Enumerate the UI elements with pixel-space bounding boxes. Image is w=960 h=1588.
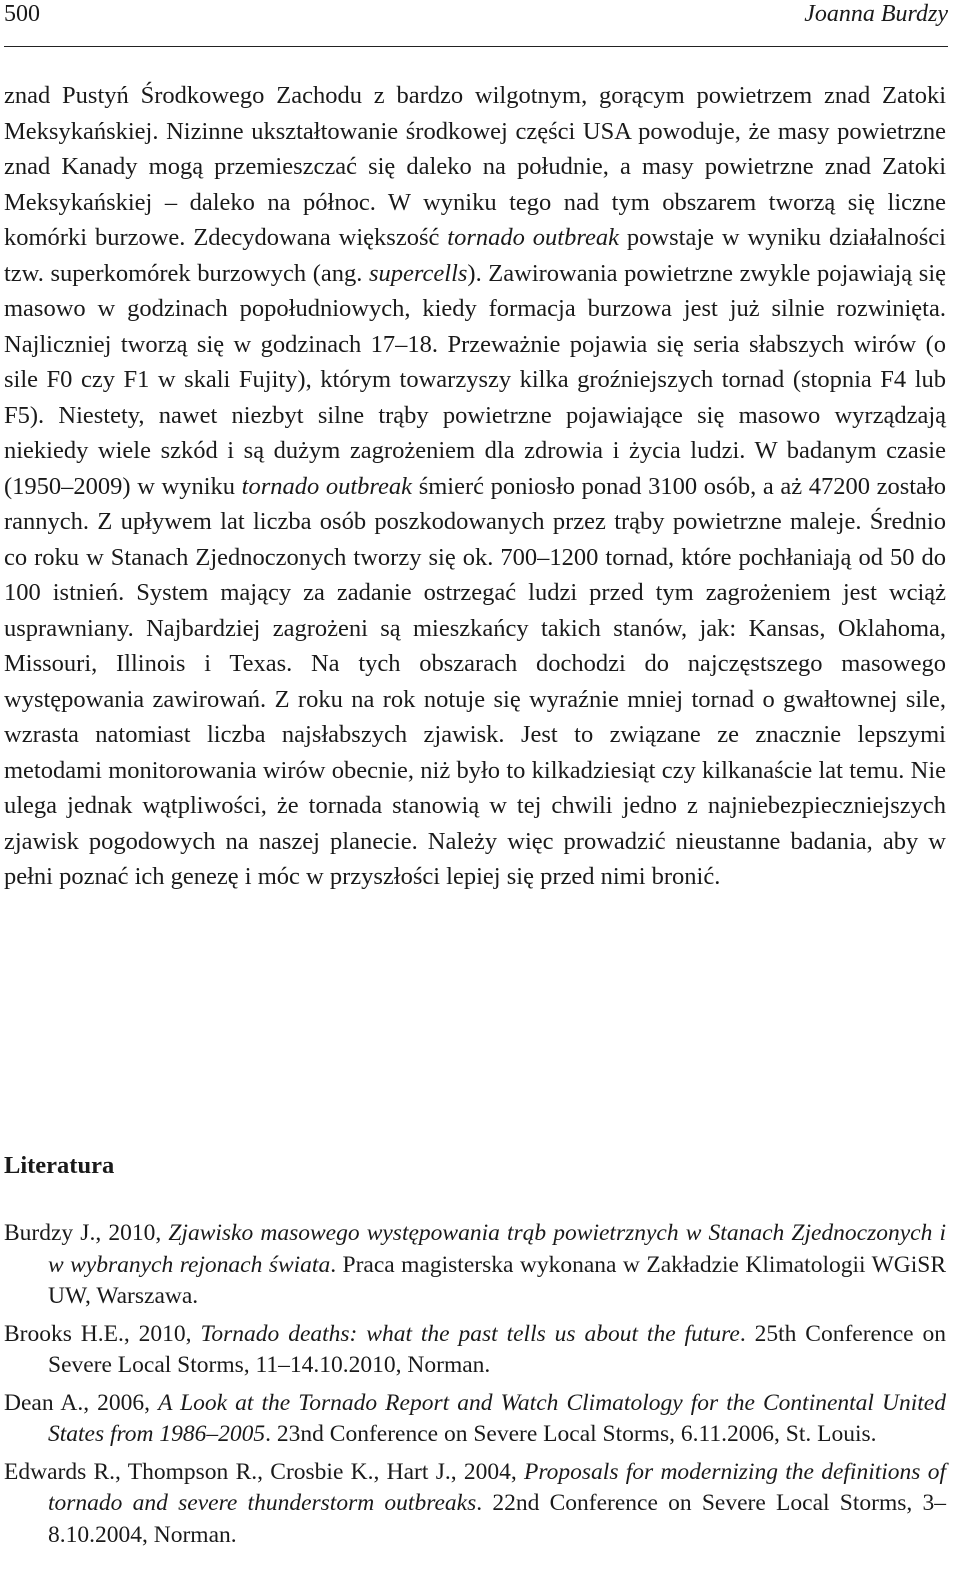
reference-item [4,1218,946,1313]
reference-title: A Look at the Tornado Report and Watch Climatology for the Continental United States from 1986–2005 [48,1389,946,1447]
literature-heading: Literatura [4,1152,115,1179]
body-text-segment: ). Zawirowania powietrzne zwykle pojawiają się masowo w godzinach popołudniowych, kiedy formacja burzowa jest już silnie rozwinięta. Najliczniej tworzą się w godzinach 17–18. Przeważnie pojawia się seria słabszych wirów (o sile F0 czy F1 w skali Fujity), którym towarzyszy kilka groźniejszych tornad (stopnia F4 lub F5). Niestety, nawet niezbyt silne trąby powietrzne pojawiające się masowo wyrządzają niekiedy wiele szkód i są dużym zagrożeniem dla zdrowia i życia ludzi. W badanym czasie (1950–2009) w wyniku [4,259,946,500]
body-text-segment: śmierć poniosło ponad 3100 osób, a aż 47200 zostało rannych. Z upływem lat liczba osób poszkodowanych przez trąby powietrzne maleje. Średnio co roku w Stanach Zjednoczonych tworzy się ok. 700–1200 tornad, które pochłaniają od 50 do 100 istnień. System mający za zadanie ostrzegać ludzi przed tym zagrożeniem jest wciąż usprawniany. Najbardziej zagrożeni są mieszkańcy takich stanów, jak: Kansas, Oklahoma, Missouri, Illinois i Texas. Na tych obszarach dochodzi do najczęstszego masowego występowania zawirowań. Z roku na rok notuje się wyraźnie mniej tornad o gwałtownej sile, wzrasta natomiast liczba najsłabszych zjawisk. Jest to związane ze znacznie lepszymi metodami monitorowania wirów obecnie, niż było to kilkadziesiąt czy kilkanaście lat temu. Nie ulega jednak wątpliwości, że tornada stanowią w tej chwili jedno z najniebezpieczniejszych zjawisk pogodowych na naszej planecie. Należy więc prowadzić nieustanne badania, aby w pełni poznać ich genezę i móc w przyszłości lepiej się przed nimi bronić. [4,472,946,890]
running-header [4,0,948,47]
body-italic-term: tornado outbreak [241,472,413,500]
reference-title: Zjawisko masowego występowania trąb powietrznych w Stanach Zjednoczonych i w wybranych rejonach świata [48,1220,946,1278]
reference-authors: Edwards R., Thompson R., Crosbie K., Hart J., 2004, [4,1458,525,1485]
reference-item [4,1319,946,1382]
reference-details: . Praca magisterska wykonana w Zakładzie Klimatologii WGiSR UW, Warszawa. [48,1251,946,1309]
reference-item [4,1388,946,1451]
body-italic-term: supercells [368,259,468,287]
reference-item [4,1457,946,1552]
reference-title: Proposals for modernizing the definitions of tornado and severe thunderstorm outbreaks [48,1458,946,1516]
page-number: 500 [4,1,40,27]
body-text-segment: powstaje w wyniku działalności tzw. superkomórek burzowych (ang. [4,224,946,287]
reference-details: . 25th Conference on Severe Local Storms, 11–14.10.2010, Norman. [48,1320,946,1378]
body-text-segment: znad Pustyń Środkowego Zachodu z bardzo wilgotnym, gorącym powietrzem znad Zatoki Meksykańskiej. Nizinne ukształtowanie środkowej części USA powoduje, że masy powietrzne znad Kanady mogą przemieszczać się daleko na południe, a masy powietrzne znad Zatoki Meksykańskiej – daleko na północ. W wyniku tego nad tym obszarem tworzą się liczne komórki burzowe. Zdecydowana większość [4,82,946,251]
reference-authors: Dean A., 2006, [4,1389,159,1416]
reference-authors: Brooks H.E., 2010, [4,1320,201,1347]
reference-details: . 22nd Conference on Severe Local Storms, 3–8.10.2004, Norman. [48,1490,946,1548]
body-italic-term: tornado outbreak [447,224,619,251]
reference-details: . 23nd Conference on Severe Local Storms, 6.11.2006, St. Louis. [265,1421,877,1447]
reference-authors: Burdzy J., 2010, [4,1220,169,1246]
body-paragraph [4,78,946,895]
running-header-author: Joanna Burdzy [804,1,948,27]
reference-list [4,1218,946,1557]
reference-title: Tornado deaths: what the past tells us about the future [200,1320,740,1347]
